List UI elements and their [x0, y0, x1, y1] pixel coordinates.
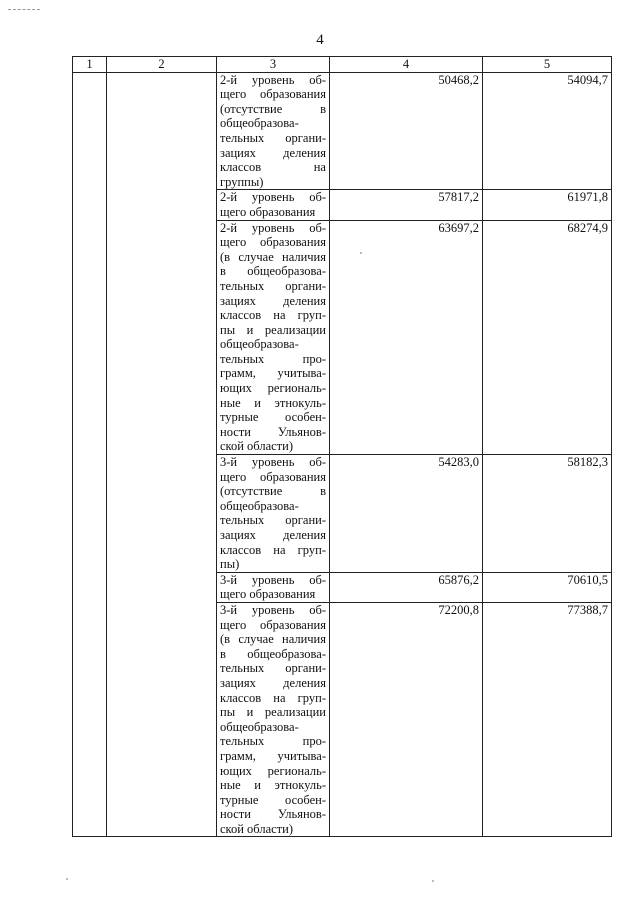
- scan-speck: [432, 880, 434, 882]
- description-line: общеобразова-: [220, 337, 299, 352]
- description-line: 2-й уровень об-: [220, 190, 326, 205]
- cell-value-col4: 72200,8: [330, 602, 483, 837]
- scan-corner-mark: [8, 9, 40, 10]
- header-cell-4: 4: [330, 57, 483, 73]
- description-line: ющих региональ-: [220, 763, 326, 778]
- description-line: тельных органи-: [220, 278, 326, 293]
- page-number: 4: [316, 32, 324, 48]
- cell-value-col5: 70610,5: [483, 572, 612, 602]
- description-line: 3-й уровень об-: [220, 602, 326, 617]
- table-body: [73, 57, 612, 837]
- description-line: зациях деления: [220, 528, 326, 542]
- description-line: общеобразова-: [220, 719, 299, 734]
- description-line: зациях деления: [220, 675, 326, 690]
- cell-value-col4: 63697,2: [330, 220, 483, 455]
- description-line: (отсутствие в: [220, 484, 326, 499]
- description-line: турные особен-: [220, 792, 326, 807]
- description-line: ющих региональ-: [220, 381, 326, 396]
- description-line: классов на груп-: [220, 308, 326, 323]
- cell-description: [217, 72, 330, 190]
- description-line: щего образования: [220, 587, 316, 602]
- description-line: зациях деления: [220, 293, 326, 308]
- cell-value-col5: 58182,3: [483, 455, 612, 573]
- header-cell-1: 1: [73, 57, 107, 73]
- description-line: тельных органи-: [220, 661, 326, 676]
- header-cell-3: 3: [217, 57, 330, 73]
- description-line: классов на: [220, 160, 326, 175]
- table-row: [73, 72, 612, 190]
- header-cell-5: 5: [483, 57, 612, 73]
- description-line: 2-й уровень об-: [220, 220, 326, 235]
- cell-description: [217, 455, 330, 573]
- description-line: ности Ульянов-: [220, 424, 326, 439]
- description-line: (в случае наличия: [220, 249, 326, 264]
- cell-value-col5: 61971,8: [483, 190, 612, 220]
- description-line: классов на груп-: [220, 542, 326, 557]
- description-line: 2-й уровень об-: [220, 72, 326, 87]
- description-line: классов на груп-: [220, 690, 326, 705]
- scan-speck: [360, 252, 362, 254]
- description-line: ской области): [220, 821, 293, 836]
- cell-value-col5: 54094,7: [483, 72, 612, 190]
- description-line: общеобразова-: [220, 498, 299, 513]
- description-line: общеобразова-: [220, 116, 299, 131]
- description-line: 3-й уровень об-: [220, 572, 326, 587]
- description-line: зациях деления: [220, 145, 326, 160]
- description-line: щего образования: [220, 617, 326, 632]
- description-line: в общеобразова-: [220, 646, 326, 661]
- description-line: щего образования: [220, 235, 326, 250]
- cell-value-col5: 77388,7: [483, 602, 612, 837]
- cell-description: [217, 572, 330, 602]
- header-row: [73, 57, 612, 73]
- cell-description: [217, 602, 330, 837]
- cell-value-col4: 54283,0: [330, 455, 483, 573]
- description-line: грамм, учитыва-: [220, 366, 326, 381]
- cell-col2: [107, 72, 217, 837]
- description-line: грамм, учитыва-: [220, 748, 326, 763]
- description-line: 3-й уровень об-: [220, 455, 326, 470]
- description-line: группы): [220, 174, 264, 189]
- description-line: ные и этнокуль-: [220, 778, 326, 793]
- cell-value-col5: 68274,9: [483, 220, 612, 455]
- description-line: щего образования: [220, 204, 316, 219]
- description-line: ской области): [220, 439, 293, 454]
- cell-description: [217, 220, 330, 455]
- cell-description: [217, 190, 330, 220]
- description-line: в общеобразова-: [220, 264, 326, 279]
- description-line: пы и реализации: [220, 322, 326, 337]
- header-cell-2: 2: [107, 57, 217, 73]
- description-line: тельных про-: [220, 734, 326, 749]
- data-table: [72, 56, 612, 837]
- description-line: пы): [220, 557, 240, 572]
- description-line: тельных органи-: [220, 130, 326, 145]
- description-line: ные и этнокуль-: [220, 395, 326, 410]
- cell-col1: [73, 72, 107, 837]
- cell-value-col4: 65876,2: [330, 572, 483, 602]
- description-line: турные особен-: [220, 410, 326, 425]
- description-line: пы и реализации: [220, 705, 326, 720]
- cell-value-col4: 57817,2: [330, 190, 483, 220]
- description-line: щего образования: [220, 87, 326, 102]
- description-line: щего образования: [220, 469, 326, 484]
- description-line: (в случае наличия: [220, 632, 326, 647]
- description-line: (отсутствие в: [220, 101, 326, 116]
- cell-value-col4: 50468,2: [330, 72, 483, 190]
- scan-speck: [66, 878, 68, 880]
- description-line: ности Ульянов-: [220, 807, 326, 822]
- description-line: тельных органи-: [220, 513, 326, 528]
- description-line: тельных про-: [220, 351, 326, 366]
